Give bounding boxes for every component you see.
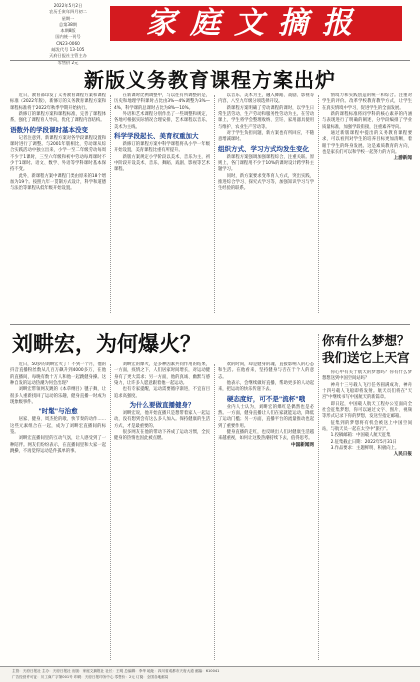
footer-line: 广告经营许可证：川工商广字第001号 印刷：天府日报印务中心 零售价：2元 订阅：全国各地邮局 [12, 674, 169, 679]
paragraph: 刘畊宏带领网友跳的《本草纲目》毽子舞，让很多人重新找回了运动的乐趣，健身直播一时成为现象级事件。 [10, 387, 106, 406]
paragraph: 新的课程标准将同学科的核心素养的内涵与表现进行了明确的阐述，分学段编排了学业质量标准，加强学段衔接，注重素养导向。 [322, 112, 412, 130]
section-divider [10, 324, 410, 325]
column-divider [318, 95, 319, 313]
paragraph: 很多网友在他的带动下养成了运动习惯，全民健身的热情也因此被点燃。 [114, 430, 210, 442]
masthead-divider [10, 60, 410, 61]
masthead-logo-text: 家庭文摘报 [146, 6, 366, 41]
article2-subheading-2: 为什么要做直播健身？ [129, 401, 195, 410]
paragraph: 欢的时尚，却是健身的魂，直接影响人的心态和生活。在他看来，坚持健身与否在于个人的意志。 [218, 362, 314, 380]
paragraph: 刘畊宏说，他开始直播只是想带着家人一起运动，没有想到会有这么多人加入。保持健康的生活方式，才是最重要的。 [114, 411, 210, 429]
article2-subheading-3: 硬态度好，可不是"流杯"哦 [226, 394, 306, 403]
paragraph: 记者注意到，新课程方案对各学段课程设置和课时进行了调整。与2001年版相比，劳动课从综合实践活动中独立出来，小学一至二年级劳动每周不少于1课时，三至六年级和初中劳动每周课时不少于1课时。语文、数学、外语等学科课时基本保持不变。 [10, 135, 106, 173]
paragraph: 业内人士认为，刘畊宏的爆红是偶然也是必然。一方面，健身直播让人们在家就能运动，降低了运动门槛；另一方面，直播平台的流量推动也起到了重要作用。 [218, 404, 314, 429]
issue-line: 总第38期 [59, 21, 77, 27]
paragraph: 新课程方案明确了劳动课程的课时，以学生日常生活劳动、生产劳动和服务性劳动为主。在劳动课上，学生将学会整理收纳、烹饪、家用器具使用与维护、农业生产劳动等。 [218, 105, 314, 130]
paragraph: 新课程方案强调加强课程综合，注重关联。原则上，各门课程用不少于10%的课时设计跨学科主题学习。 [218, 154, 314, 173]
paragraph: 对于学生负担问题，新方案也有所回应，不随意增减课时。 [218, 131, 314, 143]
paragraph: 刘畊宏直播间里的互动气氛，让人感受到了一种陪伴。网友们纷纷表示，在直播间里和大家一起跳操，不再觉得运动是件孤单的事。 [10, 436, 106, 455]
paragraph: 也有专家提醒，运动需要循序渐进，不宜盲目追求高强度。 [114, 387, 210, 399]
column-divider [214, 364, 215, 660]
paragraph: 2.征集截止日期：2022年5月31日 [330, 439, 397, 445]
paragraph: 情境力和实践创造的统一和综合。注重对学生的评价。改革学校教育教学方式，让学生在真实情境中学习，促进学生的全面发展。 [322, 93, 412, 111]
paragraph: 居家、健身、周杰伦的歌、快节奏的动作……这些元素组合在一起，成为了刘畊宏直播间的标签。 [10, 417, 106, 436]
issue-info [28, 3, 108, 66]
article3-column [322, 370, 412, 662]
column-divider [318, 334, 319, 660]
paragraph: 在新课时比例调整中，与以往有所调整的是，历史和地理学科课时占比由3%—4%调整为3%—4%，科学课的总课时占比为8%—10%。 [114, 93, 210, 111]
article1-column-1 [10, 93, 106, 315]
article1-subheading-2: 科学学段起长、美育权重加大 [114, 132, 199, 141]
article2-column-3 [218, 362, 314, 662]
paragraph: 新修订的课程方案中科学课程将从小学一年级开始设置，美育课程比重有所提升。 [114, 142, 210, 154]
paragraph: 新修订的课程方案和课程标准，完善了课程体系，强化了课程育人导向，优化了课程内容结构。 [10, 112, 106, 124]
masthead-logo [110, 6, 402, 41]
paragraph: 以音乐、美术为主，融入舞蹈、戏剧、影视等内容，八至九年级分项选择开设。 [218, 93, 314, 105]
paragraph: 近日，50岁的刘畊宏火了！不到一个月，他的抖音直播粉丝数从几百万飙升到4000多万，在他的直播间，每晚有数十万人和他一起跳健身操。这种自发的运动热潮为何会出现？ [10, 362, 106, 387]
issue-line: 天府日报社主管主办 [49, 53, 87, 59]
paragraph: 健身直播的走红，也反映出人们对健康生活越来越重视，如何让这股热潮持续下去，值得思考。 [218, 430, 314, 442]
issue-line: CN23-0060 [56, 40, 80, 46]
paragraph: 此外，新课程方案中课程门类由原来的18个增加为19个。按照九年一贯制方式设计，科学和道德与法治等课程从低年级开始设置。 [10, 173, 106, 192]
article1-subheading-1: 语数外的学段课时基本没变 [10, 125, 88, 134]
paragraph: 神舟十三号载人飞行任务圆满成功，神舟十四号载人飞船即将发射。航天员们将在"天宫"中继续书写中国航天的新篇章。 [322, 382, 412, 401]
paragraph: 你心中有关于航天的梦想吗？你有什么梦想想送到中国空间站吗？ [322, 370, 412, 382]
paragraph: 刘畊宏的爆火，是多种因素共同作用的结果，一方面，疫情之下，人们居家时间增长，对运动健身有了更大需求；另一方面，他的真诚、幽默与感染力，让许多人愿意跟着他一起运动。 [114, 362, 210, 387]
paragraph: 新版方案规定小学阶段以美术、音乐为主，初中阶段开设美术、音乐、舞蹈、戏剧、影视等艺术课程。 [114, 154, 210, 173]
paragraph: 外语和艺术课程分别作出了一些调整和规定，各地可根据实际情况合理安排，艺术课程以音乐、美术为主线。 [114, 112, 210, 130]
paragraph: 他表示，会继续做好直播，帮助更多的人动起来，把运动的快乐传递下去。 [218, 381, 314, 393]
article2-column-2 [114, 362, 210, 662]
article2-credit: 中国新闻网 [291, 442, 314, 448]
paragraph: 征集到的梦想将有机会被送上中国空间站，与航天员一起在太空中"旅行"。 [322, 420, 412, 433]
issue-line: 星期一 [61, 15, 75, 21]
column-divider [110, 364, 111, 660]
column-divider [110, 95, 111, 313]
article2-subheading-1: "时髦"与治愈 [38, 407, 78, 416]
paragraph: 通过新版课程中提出的义务教育课程要求，可以看到对学生的培养目标更加清晰，着眼于学生的终身发展。这是素质教育的方向，也是家长们可以和学校一起努力的方向。 [322, 131, 412, 156]
article3-credit: 人民日报 [393, 452, 412, 458]
masthead [0, 0, 420, 65]
paragraph: 近日，教育部印发了义务教育课程方案和课程标准（2022年版），新修订的义务教育课程方案和课程标准将于2022年秋季学期开始执行。 [10, 93, 106, 111]
article2-column-1 [10, 362, 106, 662]
article1-credit: 上游新闻 [393, 156, 412, 162]
paragraph: 3.作品要求：主题鲜明、积极向上。 [330, 446, 400, 452]
column-divider [214, 95, 215, 313]
paragraph: 1.投稿邮箱：中国载人航天征集 [330, 433, 391, 439]
issue-line: 本期8版 [60, 28, 76, 34]
paragraph: 同时，新方案要求变革育人方式，突出实践，推进综合学习、探究式学习等，加强知识学习与学生经验的联系。 [218, 173, 314, 192]
paragraph: 即日起，中国载人航天工程办公室面向全社会征集梦想，你可以通过文字、图片、视频等形式记录下你的梦想，发送至指定邮箱。 [322, 401, 412, 420]
article1-column-4 [322, 93, 412, 315]
article3-headline: 你有什么梦想？我们送它上天宫 [322, 333, 410, 365]
issue-line: 零售价 2元 [57, 59, 79, 65]
article1-column-2 [114, 93, 210, 315]
article1-column-3 [218, 93, 314, 315]
footer-line: 主管：天府日报社 主办：天府日报社 出版：家庭文摘报社 社长：王明 总编辑：李华 地址：四川省成都市天府大道 邮编：610041 [12, 669, 220, 673]
issue-line: 农历壬寅年四月初二 [49, 9, 87, 15]
main-headline: 新版义务教育课程方案出炉 [84, 68, 336, 92]
issue-line: 国内统一刊号 [55, 34, 81, 40]
page-footer [0, 666, 420, 682]
article2-headline: 刘畊宏，为何爆火？ [12, 332, 201, 356]
issue-line: 邮发代号 13-105 [51, 47, 85, 53]
article1-subheading-3: 组织方式、学习方式均发生变化 [218, 144, 309, 153]
issue-line: 2022年5月2日 [53, 3, 83, 8]
